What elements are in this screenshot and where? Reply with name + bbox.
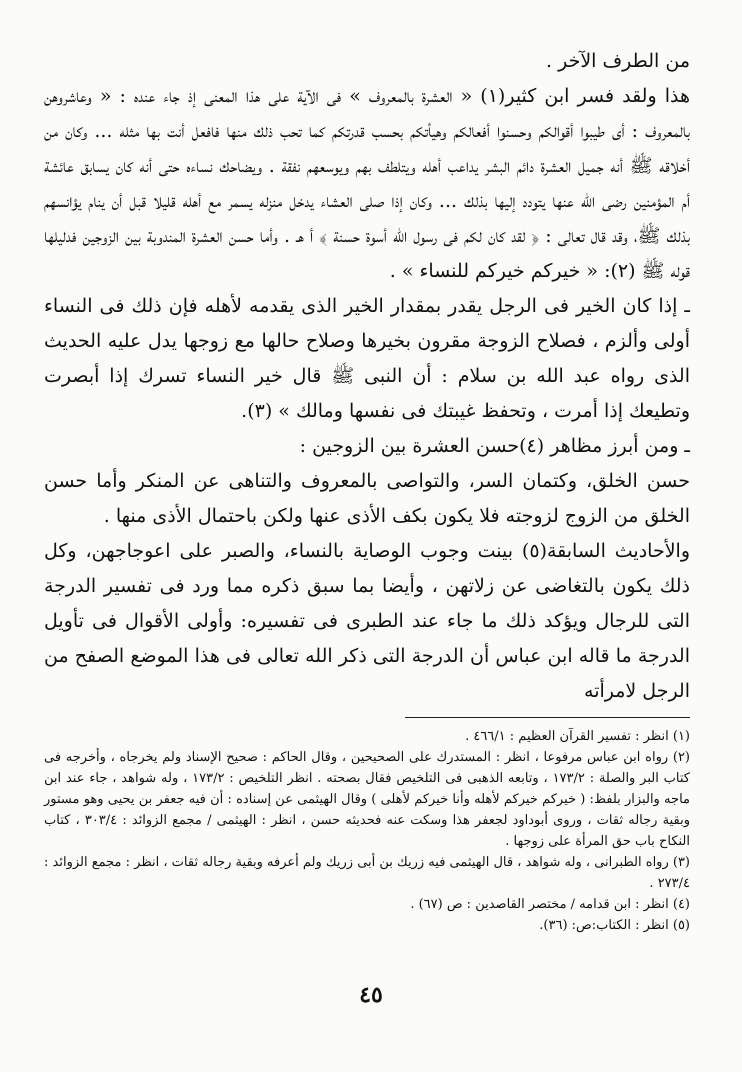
footnote-divider: [405, 717, 690, 718]
page-number: ٤٥: [359, 982, 383, 1008]
footnotes: [44, 726, 690, 936]
paragraph-5: حسن الخلق، وكتمان السر، والتواصى بالمعروف والتناهى عن المنكر وأما حسن الخلق من الزوج لزوجته فلا يكون بكف الأذى عنها ولكن باحتمال الأذى منها .: [44, 470, 690, 527]
paragraph-1: من الطرف الآخر .: [546, 50, 690, 72]
paragraph-3: ـ إذا كان الخير فى الرجل يقدر بمقدار الخير الذى يقدمه لأهله فإن ذلك فى النساء أولى وألزم ، فصلاح الزوجة مقرون بخيرها وصلاح حالها مع زوجها يدل عليه الحديث الذى رواه عبد الله بن سلام : أن النبى ﷺ قال خير النساء تسرك إذا أبصرت وتطيعك إذا أمرت ، وتحفظ غيبتك فى نفسها ومالك » (٣).: [44, 295, 690, 422]
footnote-4: (٤) انظر : ابن قدامه / مختصر القاصدين : ص (٦٧) .: [410, 897, 690, 912]
paragraph-6: والأحاديث السابقة(٥) بينت وجوب الوصاية بالنساء، والصبر على اعوجاجهن، وكل ذلك يكون بالتغاضى عن زلاتهن ، وأيضا بما سبق ذكره مما ورد فى تفسير الدرجة التى للرجال ويؤكد ذلك ما جاء عند الطبرى فى تفسيره: وأولى الأقوال فى تأويل الدرجة ما قاله ابن عباس أن الدرجة التى ذكر الله تعالى فى هذا الموضع الصفح من الرجل لامرأته: [44, 540, 690, 702]
footnote-2: (٢) رواه ابن عباس مرفوعا ، انظر : المستدرك على الصحيحين ، وقال الحاكم : صحيح الإسناد ولم يخرجاه ، وأخرجه فى كتاب البر والصلة : ١٧٣/٢ ، وتابعه الذهبى فى التلخيص فقال بصحته . انظر التلخيص : ١٧٣/٢ ، وله شواهد ، جاء عند ابن ماجه والبزار بلفظ: ( خيركم خيركم لأهله وأنا خيركم لأهلى ) وقال الهيثمى عن إسناده : أن فيه جعفر بن يحيى وهو مستور وبقية رجاله ثقات ، وروى أبوداود لجعفر هذا وسكت عنه فحديثه حسن ، انظر : الهيثمى / مجمع الزوائد : ٣٠٣/٤ ، كتاب النكاح باب حق المرأة على زوجها .: [44, 750, 690, 849]
footnote-1: (١) انظر : تفسير القرآن العظيم : ٤٦٦/١ .: [465, 729, 690, 744]
footnote-5: (٥) انظر : الكتاب:ص: (٣٦).: [539, 918, 690, 933]
footnote-3: (٣) رواه الطبرانى ، وله شواهد ، قال الهيثمى فيه زريك بن أبى زريك ولم أعرفه وبقية رجاله ثقات ، انظر : مجمع الزوائد : ٢٧٣/٤ .: [44, 855, 690, 891]
paragraph-4: ـ ومن أبرز مظاهر (٤)حسن العشرة بين الزوجين :: [299, 435, 690, 457]
paragraph-2: هذا ولقد فسر ابن كثير(١) « العشرة بالمعروف » فى الآية على هذا المعنى إذ جاء عنده : « وعاشروهن بالمعروف : أى طيبوا أقوالكم وحسنوا أفعالكم وهيأتكم بحسب قدرتكم كما تحب ذلك منها فافعل أنت بها مثله ... وكان من أخلاقه ﷺ أنه جميل العشرة دائم البشر يداعب أهله ويتلطف بهم ويوسعهم نفقة . ويضاحك نساءه حتى أنه كان يسابق عائشة أم المؤمنين رضى الله عنها يتودد إليها بذلك ... وكان إذا صلى العشاء يدخل منزله يسمر مع أهله قليلا قبل أن ينام يؤانسهم بذلك ﷺ، وقد قال تعالى : ﴿ لقد كان لكم فى رسول الله أسوة حسنة ﴾ أ هـ . وأما حسن العشرة المندوبة بين الزوجين فدليلها قوله ﷺ (٢): « خيركم خيركم للنساء » .: [44, 85, 690, 282]
main-text: [44, 44, 690, 709]
